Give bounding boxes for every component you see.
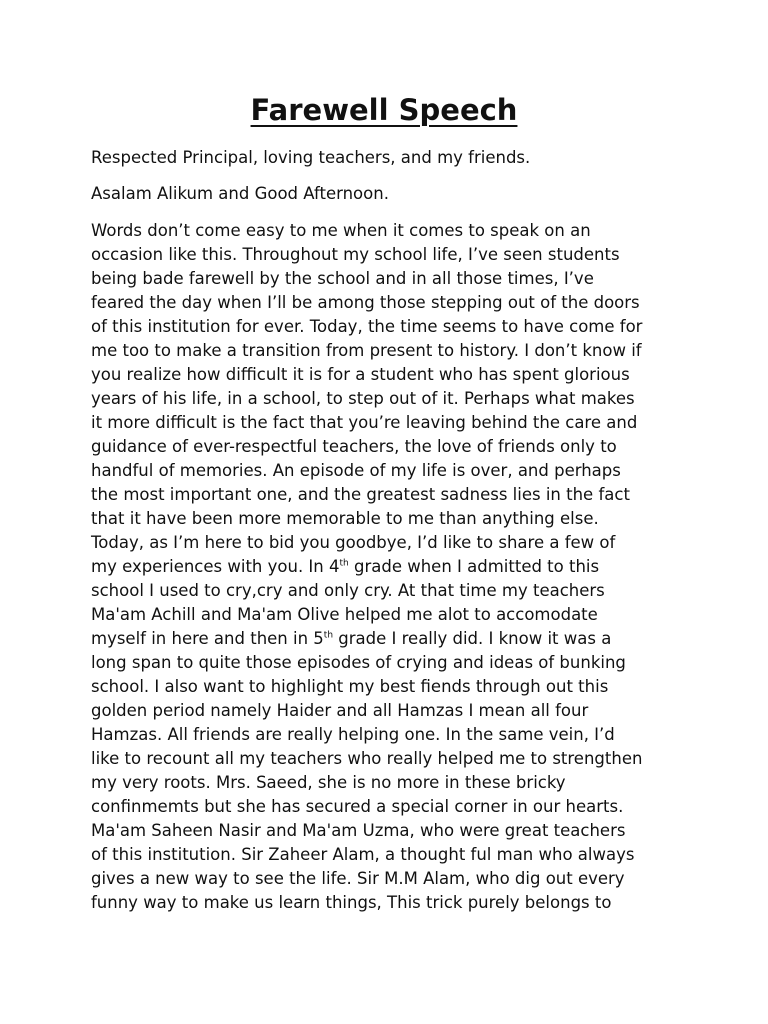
speech-body: [91, 219, 721, 915]
speech-line: Ma'am Achill and Ma'am Olive helped me alot to accomodate: [91, 605, 598, 624]
salutation-line: Respected Principal, loving teachers, and my friends.: [91, 148, 531, 167]
speech-line: of this institution for ever. Today, the time seems to have come for: [91, 317, 643, 336]
speech-line: Hamzas. All friends are really helping one. In the same vein, I’d: [91, 725, 615, 744]
speech-line: of this institution. Sir Zaheer Alam, a thought ful man who always: [91, 845, 635, 864]
ordinal-superscript: th: [339, 558, 349, 569]
speech-line: confinmemts but she has secured a special corner in our hearts.: [91, 797, 624, 816]
speech-line: school I used to cry,cry and only cry. At that time my teachers: [91, 581, 605, 600]
speech-line: long span to quite those episodes of crying and ideas of bunking: [91, 653, 626, 672]
speech-line: that it have been more memorable to me than anything else.: [91, 509, 599, 528]
speech-line: Words don’t come easy to me when it comes to speak on an: [91, 221, 591, 240]
speech-line: funny way to make us learn things, This trick purely belongs to: [91, 893, 612, 912]
speech-line: feared the day when I’ll be among those stepping out of the doors: [91, 293, 640, 312]
speech-line: occasion like this. Throughout my school life, I’ve seen students: [91, 245, 620, 264]
speech-line: me too to make a transition from present to history. I don’t know if: [91, 341, 642, 360]
speech-line: [91, 627, 721, 651]
speech-line: it more difficult is the fact that you’re leaving behind the care and: [91, 413, 638, 432]
speech-line: the most important one, and the greatest sadness lies in the fact: [91, 485, 630, 504]
speech-line-text: my experiences with you. In 4: [91, 557, 340, 576]
speech-line: guidance of ever-respectful teachers, the love of friends only to: [91, 437, 617, 456]
speech-line: Today, as I’m here to bid you goodbye, I’d like to share a few of: [91, 533, 616, 552]
document-title-text: Farewell Speech: [250, 93, 518, 127]
speech-line: handful of memories. An episode of my life is over, and perhaps: [91, 461, 621, 480]
ordinal-superscript: th: [323, 630, 334, 641]
speech-line: like to recount all my teachers who really helped me to strengthen: [91, 749, 643, 768]
speech-line-text: grade I really did. I know it was a: [333, 629, 612, 648]
speech-line: school. I also want to highlight my best fiends through out this: [91, 677, 609, 696]
speech-line: being bade farewell by the school and in all those times, I’ve: [91, 269, 594, 288]
speech-line-text: grade when I admitted to this: [348, 557, 600, 576]
speech-line: my very roots. Mrs. Saeed, she is no more in these bricky: [91, 773, 566, 792]
greeting-line: Asalam Alikum and Good Afternoon.: [91, 184, 389, 203]
speech-line: [91, 555, 721, 579]
speech-line: golden period namely Haider and all Hamzas I mean all four: [91, 701, 589, 720]
speech-line: years of his life, in a school, to step out of it. Perhaps what makes: [91, 389, 635, 408]
speech-line: gives a new way to see the life. Sir M.M Alam, who dig out every: [91, 869, 625, 888]
speech-line-text: myself in here and then in 5: [91, 629, 324, 648]
speech-line: Ma'am Saheen Nasir and Ma'am Uzma, who were great teachers: [91, 821, 626, 840]
document-title: [0, 90, 768, 130]
speech-line: you realize how difficult it is for a student who has spent glorious: [91, 365, 630, 384]
